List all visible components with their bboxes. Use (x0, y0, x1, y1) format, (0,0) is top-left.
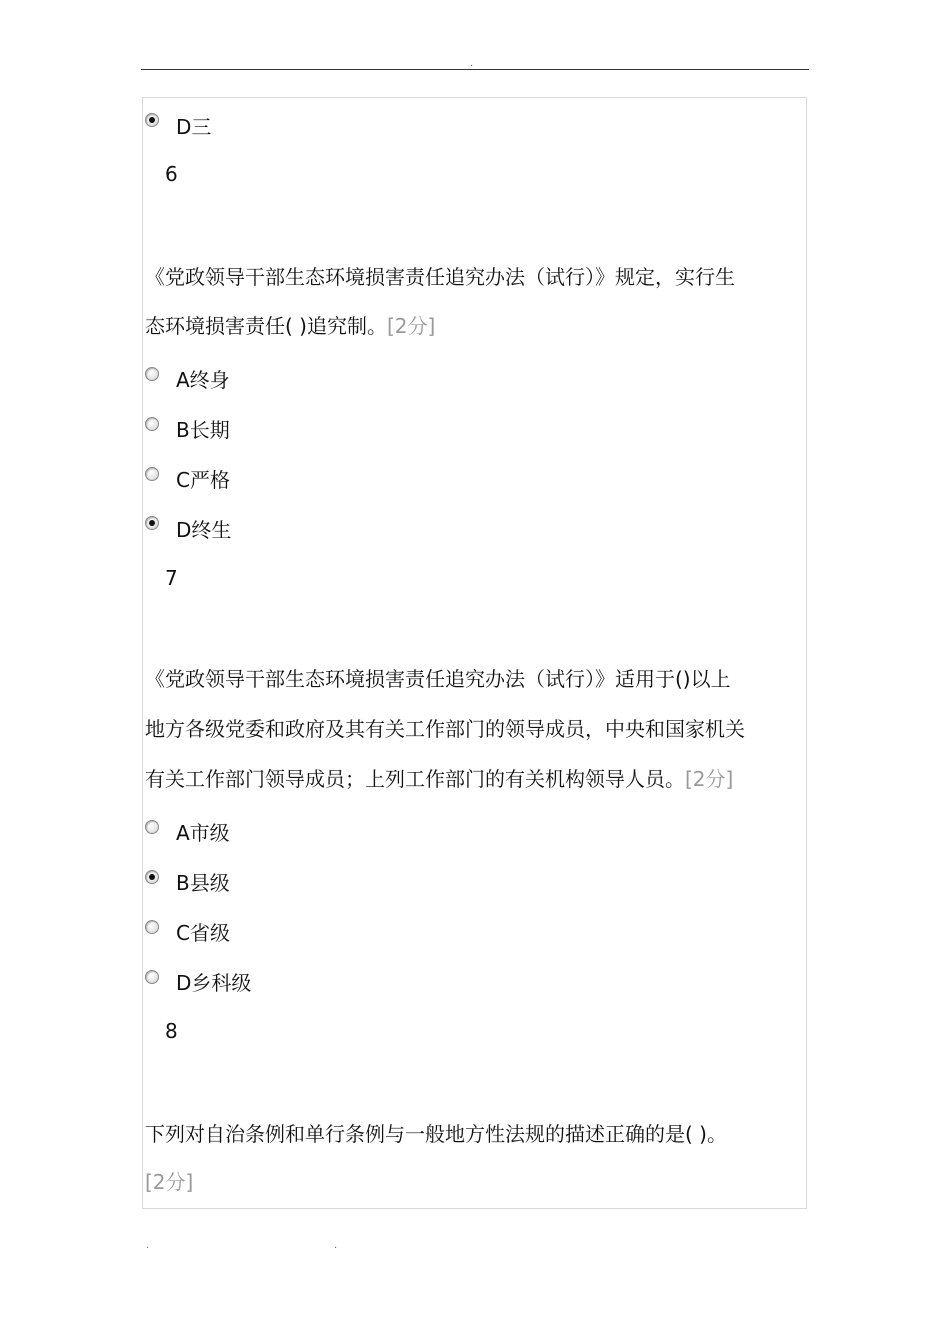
radio-q6-a[interactable] (145, 367, 159, 381)
radio-q7-d[interactable] (145, 970, 159, 984)
radio-q7-a[interactable] (145, 820, 159, 834)
question-text: 有关工作部门领导成员；上列工作部门的有关机构领导人员。 (145, 767, 685, 791)
question-text-line: 《党政领导干部生态环境损害责任追究办法（试行）》适用于()以上 (145, 667, 731, 691)
score-badge: [2分] (145, 1170, 194, 1194)
score-badge: [2分] (685, 767, 734, 791)
option-label: A市级 (176, 821, 230, 845)
score-badge: [2分] (386, 314, 436, 338)
radio-q7-b[interactable] (145, 870, 159, 884)
option-label: D乡科级 (176, 971, 252, 995)
question-number: 6 (165, 162, 178, 186)
header-dot: . (470, 58, 474, 69)
radio-q7-c[interactable] (145, 920, 159, 934)
option-label: D终生 (176, 518, 232, 542)
radio-q6-b[interactable] (145, 417, 159, 431)
option-label: C省级 (176, 921, 230, 945)
header-rule (141, 69, 809, 70)
question-text-line: 地方各级党委和政府及其有关工作部门的领导成员，中央和国家机关 (145, 717, 745, 741)
question-text: 态环境损害责任( )追究制。 (145, 314, 387, 338)
radio-prev-d[interactable] (145, 113, 159, 127)
question-text-line (145, 313, 435, 339)
footer-dot: . (334, 1240, 338, 1251)
option-label: C严格 (176, 468, 230, 492)
question-text-line: 《党政领导干部生态环境损害责任追究办法（试行）》规定，实行生 (145, 265, 735, 289)
radio-q6-c[interactable] (145, 467, 159, 481)
question-text-line (145, 766, 733, 792)
option-label: A终身 (176, 368, 230, 392)
option-label: B县级 (176, 871, 230, 895)
footer-dot: . (146, 1240, 150, 1251)
option-label: B长期 (176, 418, 230, 442)
question-number: 7 (165, 566, 178, 590)
radio-q6-d[interactable] (145, 516, 159, 530)
question-text-line: 下列对自治条例和单行条例与一般地方性法规的描述正确的是( )。 (145, 1122, 727, 1146)
option-label: D三 (176, 115, 212, 139)
question-number: 8 (165, 1019, 178, 1043)
